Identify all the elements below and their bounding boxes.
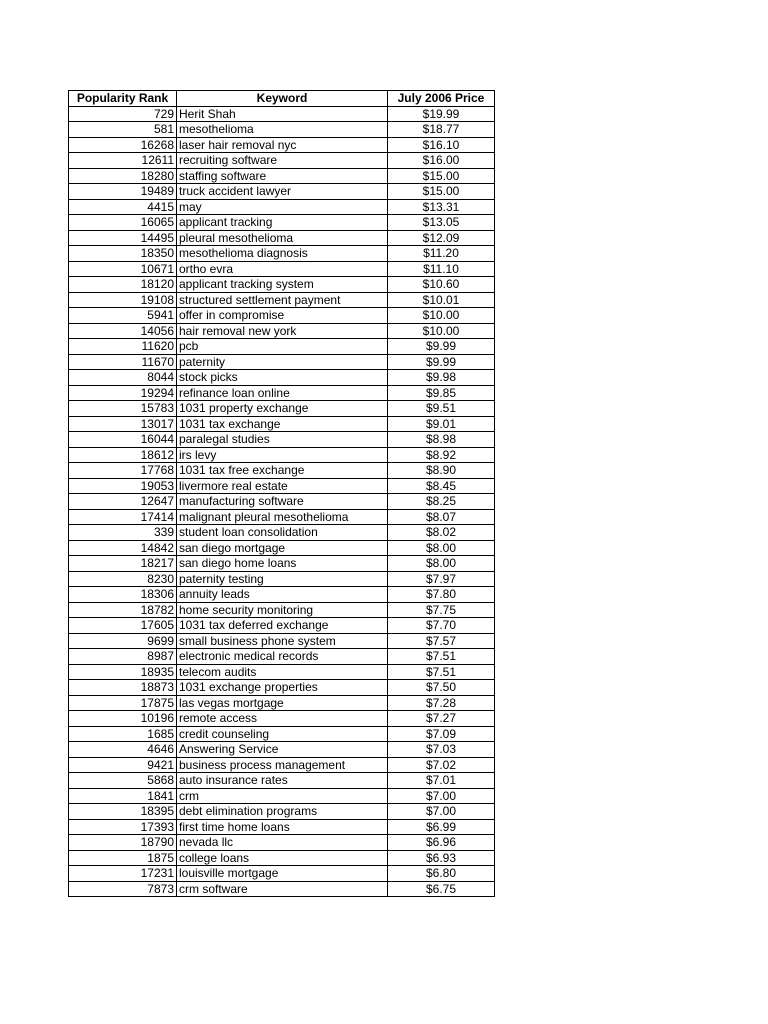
keyword-cell: home security monitoring (177, 602, 388, 618)
price-cell: $8.90 (388, 463, 495, 479)
rank-cell: 16268 (69, 137, 177, 153)
keyword-cell: electronic medical records (177, 649, 388, 665)
table-row (69, 773, 495, 789)
keyword-cell: offer in compromise (177, 308, 388, 324)
header-row (69, 91, 495, 107)
keyword-cell: paternity (177, 354, 388, 370)
keyword-cell: las vegas mortgage (177, 695, 388, 711)
rank-cell: 12611 (69, 153, 177, 169)
header-july-2006-price: July 2006 Price (388, 91, 495, 107)
table-row (69, 370, 495, 386)
keyword-cell: first time home loans (177, 819, 388, 835)
table-row (69, 509, 495, 525)
price-cell: $8.45 (388, 478, 495, 494)
table-row (69, 571, 495, 587)
rank-cell: 8044 (69, 370, 177, 386)
table-row (69, 788, 495, 804)
keyword-cell: hair removal new york (177, 323, 388, 339)
keyword-cell: truck accident lawyer (177, 184, 388, 200)
rank-cell: 17414 (69, 509, 177, 525)
keyword-cell: applicant tracking (177, 215, 388, 231)
price-cell: $6.75 (388, 881, 495, 897)
keyword-cell: annuity leads (177, 587, 388, 603)
price-cell: $8.00 (388, 556, 495, 572)
keyword-cell: paternity testing (177, 571, 388, 587)
price-cell: $6.96 (388, 835, 495, 851)
keyword-cell: may (177, 199, 388, 215)
price-cell: $16.00 (388, 153, 495, 169)
price-cell: $7.50 (388, 680, 495, 696)
keyword-cell: stock picks (177, 370, 388, 386)
keyword-cell: mesothelioma diagnosis (177, 246, 388, 262)
keyword-cell: student loan consolidation (177, 525, 388, 541)
price-cell: $9.99 (388, 339, 495, 355)
table-row (69, 137, 495, 153)
table-row (69, 602, 495, 618)
table-row (69, 416, 495, 432)
keyword-cell: paralegal studies (177, 432, 388, 448)
rank-cell: 8230 (69, 571, 177, 587)
header-popularity-rank: Popularity Rank (69, 91, 177, 107)
price-cell: $13.05 (388, 215, 495, 231)
table-row (69, 757, 495, 773)
table-row (69, 292, 495, 308)
price-cell: $9.85 (388, 385, 495, 401)
table-row (69, 664, 495, 680)
keyword-cell: debt elimination programs (177, 804, 388, 820)
price-cell: $7.51 (388, 664, 495, 680)
keyword-cell: staffing software (177, 168, 388, 184)
price-cell: $7.00 (388, 788, 495, 804)
price-cell: $7.97 (388, 571, 495, 587)
rank-cell: 14495 (69, 230, 177, 246)
table-row (69, 835, 495, 851)
rank-cell: 18395 (69, 804, 177, 820)
price-cell: $7.01 (388, 773, 495, 789)
rank-cell: 17393 (69, 819, 177, 835)
rank-cell: 581 (69, 122, 177, 138)
keyword-cell: pleural mesothelioma (177, 230, 388, 246)
table-row (69, 819, 495, 835)
rank-cell: 13017 (69, 416, 177, 432)
rank-cell: 16065 (69, 215, 177, 231)
price-cell: $7.27 (388, 711, 495, 727)
rank-cell: 1685 (69, 726, 177, 742)
table-row (69, 587, 495, 603)
keyword-cell: louisville mortgage (177, 866, 388, 882)
table-row (69, 633, 495, 649)
keyword-cell: crm (177, 788, 388, 804)
table-row (69, 680, 495, 696)
table-row (69, 153, 495, 169)
rank-cell: 10196 (69, 711, 177, 727)
table-row (69, 323, 495, 339)
rank-cell: 1841 (69, 788, 177, 804)
keyword-cell: san diego home loans (177, 556, 388, 572)
keyword-cell: ortho evra (177, 261, 388, 277)
price-cell: $7.09 (388, 726, 495, 742)
table-row (69, 711, 495, 727)
rank-cell: 5941 (69, 308, 177, 324)
rank-cell: 17231 (69, 866, 177, 882)
price-cell: $7.75 (388, 602, 495, 618)
price-cell: $8.92 (388, 447, 495, 463)
rank-cell: 18612 (69, 447, 177, 463)
keyword-cell: 1031 tax exchange (177, 416, 388, 432)
rank-cell: 15783 (69, 401, 177, 417)
rank-cell: 9699 (69, 633, 177, 649)
price-cell: $7.00 (388, 804, 495, 820)
table-row (69, 494, 495, 510)
price-cell: $11.20 (388, 246, 495, 262)
table-row (69, 308, 495, 324)
keyword-cell: structured settlement payment (177, 292, 388, 308)
price-cell: $9.99 (388, 354, 495, 370)
table-row (69, 463, 495, 479)
rank-cell: 4646 (69, 742, 177, 758)
price-cell: $7.70 (388, 618, 495, 634)
rank-cell: 18217 (69, 556, 177, 572)
table-row (69, 695, 495, 711)
price-cell: $11.10 (388, 261, 495, 277)
keyword-cell: recruiting software (177, 153, 388, 169)
rank-cell: 10671 (69, 261, 177, 277)
rank-cell: 17875 (69, 695, 177, 711)
keyword-cell: credit counseling (177, 726, 388, 742)
table-row (69, 881, 495, 897)
keyword-cell: Answering Service (177, 742, 388, 758)
keyword-cell: 1031 property exchange (177, 401, 388, 417)
table-row (69, 432, 495, 448)
rank-cell: 17605 (69, 618, 177, 634)
price-cell: $6.80 (388, 866, 495, 882)
rank-cell: 18350 (69, 246, 177, 262)
table-row (69, 556, 495, 572)
rank-cell: 18306 (69, 587, 177, 603)
table-row (69, 401, 495, 417)
price-cell: $19.99 (388, 106, 495, 122)
table-body (69, 106, 495, 897)
rank-cell: 5868 (69, 773, 177, 789)
keyword-cell: small business phone system (177, 633, 388, 649)
table-row (69, 618, 495, 634)
table-header (69, 91, 495, 107)
price-cell: $9.98 (388, 370, 495, 386)
table-row (69, 184, 495, 200)
table-row (69, 230, 495, 246)
table-row (69, 339, 495, 355)
rank-cell: 4415 (69, 199, 177, 215)
price-cell: $9.51 (388, 401, 495, 417)
table-row (69, 199, 495, 215)
price-cell: $13.31 (388, 199, 495, 215)
rank-cell: 729 (69, 106, 177, 122)
table-row (69, 168, 495, 184)
table-row (69, 354, 495, 370)
keyword-cell: applicant tracking system (177, 277, 388, 293)
table-row (69, 804, 495, 820)
rank-cell: 339 (69, 525, 177, 541)
keyword-cell: 1031 exchange properties (177, 680, 388, 696)
keyword-cell: college loans (177, 850, 388, 866)
keyword-cell: nevada llc (177, 835, 388, 851)
price-cell: $8.98 (388, 432, 495, 448)
price-cell: $7.03 (388, 742, 495, 758)
price-cell: $7.28 (388, 695, 495, 711)
rank-cell: 11620 (69, 339, 177, 355)
rank-cell: 18790 (69, 835, 177, 851)
table-row (69, 540, 495, 556)
table-row (69, 649, 495, 665)
price-cell: $7.80 (388, 587, 495, 603)
table-row (69, 478, 495, 494)
rank-cell: 18873 (69, 680, 177, 696)
price-cell: $6.99 (388, 819, 495, 835)
price-cell: $16.10 (388, 137, 495, 153)
price-cell: $10.00 (388, 323, 495, 339)
keyword-cell: laser hair removal nyc (177, 137, 388, 153)
table-row (69, 850, 495, 866)
table-row (69, 246, 495, 262)
rank-cell: 17768 (69, 463, 177, 479)
keyword-cell: Herit Shah (177, 106, 388, 122)
rank-cell: 19489 (69, 184, 177, 200)
price-cell: $7.51 (388, 649, 495, 665)
price-cell: $18.77 (388, 122, 495, 138)
price-cell: $8.07 (388, 509, 495, 525)
keyword-cell: pcb (177, 339, 388, 355)
table-row (69, 742, 495, 758)
rank-cell: 16044 (69, 432, 177, 448)
keyword-cell: remote access (177, 711, 388, 727)
rank-cell: 9421 (69, 757, 177, 773)
price-cell: $9.01 (388, 416, 495, 432)
table-row (69, 122, 495, 138)
price-cell: $8.25 (388, 494, 495, 510)
keyword-cell: crm software (177, 881, 388, 897)
keyword-cell: 1031 tax deferred exchange (177, 618, 388, 634)
rank-cell: 18120 (69, 277, 177, 293)
table-row (69, 525, 495, 541)
price-cell: $15.00 (388, 168, 495, 184)
keyword-cell: san diego mortgage (177, 540, 388, 556)
price-cell: $10.01 (388, 292, 495, 308)
keyword-cell: irs levy (177, 447, 388, 463)
price-cell: $15.00 (388, 184, 495, 200)
price-cell: $10.00 (388, 308, 495, 324)
price-cell: $8.00 (388, 540, 495, 556)
table-row (69, 261, 495, 277)
rank-cell: 19053 (69, 478, 177, 494)
rank-cell: 19108 (69, 292, 177, 308)
rank-cell: 11670 (69, 354, 177, 370)
rank-cell: 18280 (69, 168, 177, 184)
table-row (69, 447, 495, 463)
table-row (69, 215, 495, 231)
keyword-cell: malignant pleural mesothelioma (177, 509, 388, 525)
rank-cell: 8987 (69, 649, 177, 665)
header-keyword: Keyword (177, 91, 388, 107)
rank-cell: 18935 (69, 664, 177, 680)
keyword-cell: business process management (177, 757, 388, 773)
table-row (69, 385, 495, 401)
keyword-cell: 1031 tax free exchange (177, 463, 388, 479)
price-cell: $7.02 (388, 757, 495, 773)
rank-cell: 19294 (69, 385, 177, 401)
keyword-cell: mesothelioma (177, 122, 388, 138)
rank-cell: 14842 (69, 540, 177, 556)
keyword-cell: telecom audits (177, 664, 388, 680)
keyword-cell: auto insurance rates (177, 773, 388, 789)
rank-cell: 1875 (69, 850, 177, 866)
rank-cell: 18782 (69, 602, 177, 618)
table-row (69, 726, 495, 742)
keyword-cell: livermore real estate (177, 478, 388, 494)
table-row (69, 866, 495, 882)
keyword-cell: refinance loan online (177, 385, 388, 401)
price-cell: $12.09 (388, 230, 495, 246)
table-row (69, 277, 495, 293)
rank-cell: 12647 (69, 494, 177, 510)
rank-cell: 7873 (69, 881, 177, 897)
price-cell: $8.02 (388, 525, 495, 541)
keyword-cell: manufacturing software (177, 494, 388, 510)
price-cell: $6.93 (388, 850, 495, 866)
table-row (69, 106, 495, 122)
price-cell: $7.57 (388, 633, 495, 649)
keyword-price-table (68, 90, 495, 897)
price-cell: $10.60 (388, 277, 495, 293)
rank-cell: 14056 (69, 323, 177, 339)
